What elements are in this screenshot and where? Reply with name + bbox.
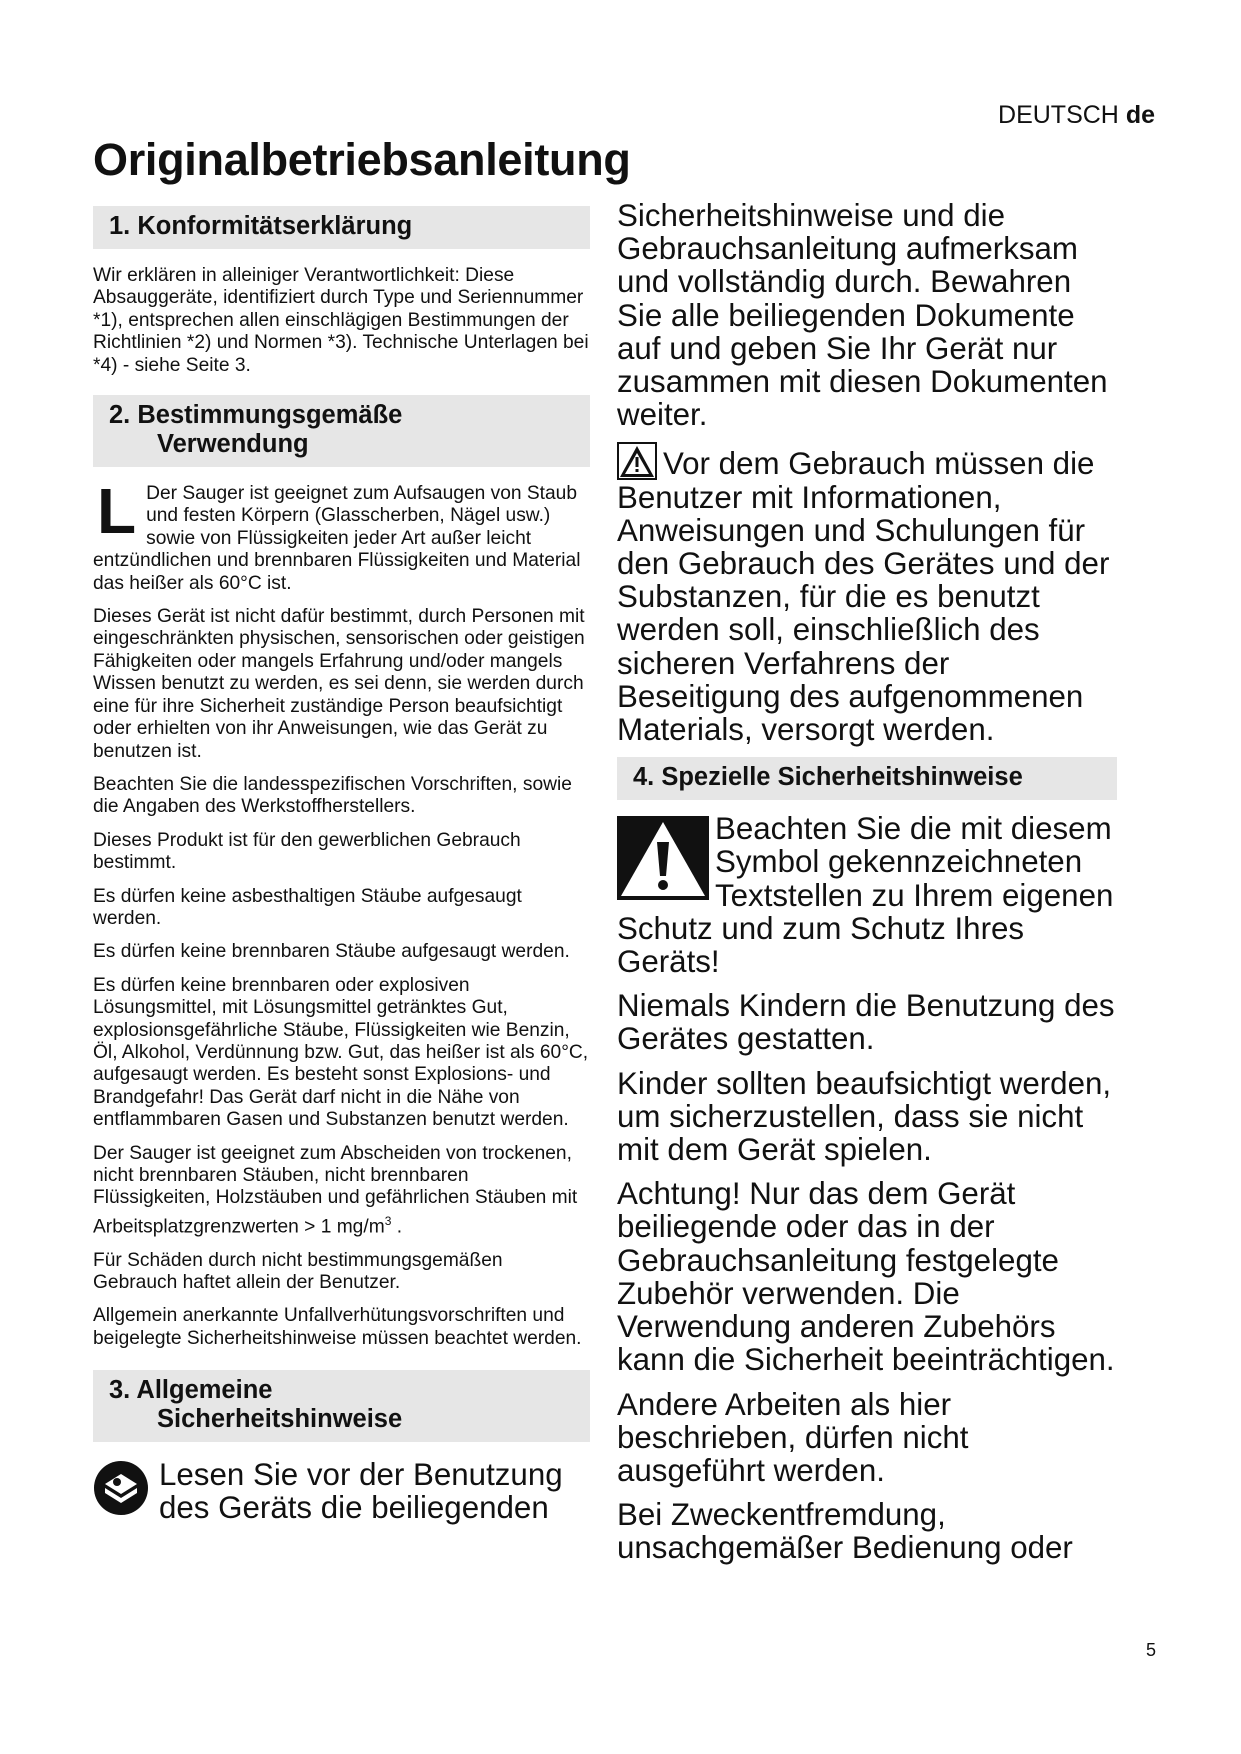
page-title: Originalbetriebsanleitung [93,134,631,185]
paragraph: Bei Zweckentfremdung, unsachgemäßer Bedienung oder [617,1497,1073,1566]
heading-line: Verwendung [157,430,309,459]
paragraph: Allgemein anerkannte Unfallverhütungsvorschriften und beigelegte Sicherheitshinweise müssen beachtet werden. [93,1305,582,1349]
superscript: 3 [384,1213,392,1228]
warning-icon [617,816,709,900]
right-column [617,199,1117,1576]
paragraph: Es dürfen keine asbesthaltigen Stäube aufgesaugt werden. [93,885,522,929]
paragraph: Dieses Gerät ist nicht dafür bestimmt, durch Personen mit eingeschränkten physischen, sensorischen oder geistigen Fähigkeiten oder mangels Erfahrung und/oder mangels Wissen benutzt zu werden, es sei denn, sie werden durch eine für ihre Sicherheit zuständige Person beaufsichtigt oder erhielten von ihr Anweisungen, wie das Gerät zu benutzen ist. [93,606,585,762]
paragraph-text: Der Sauger ist geeignet zum Abscheiden von trockenen, nicht brennbaren Stäuben, nicht brennbaren Flüssigkeiten, Holzstäuben und gefährlichen Stäuben mit Arbeitsplatzgrenzwerten > 1 mg/m [93,1142,578,1238]
left-column [93,206,590,1536]
warning-icon [617,442,657,480]
paragraph-text: Beachten Sie die mit diesem Symbol gekennzeichneten Textstellen zu Ihrem eigenen Schutz und zum Schutz Ihres Geräts! [617,811,1114,980]
paragraph-text: Lesen Sie vor der Benutzung des Geräts die beiliegenden [159,1457,563,1526]
heading-line: Sicherheitshinweise [157,1405,403,1434]
heading-line: 2. Bestimmungsgemäße [109,401,403,430]
heading-line: 3. Allgemeine [109,1376,273,1405]
paragraph: Dieses Produkt ist für den gewerblichen Gebrauch bestimmt. [93,829,521,874]
paragraph [93,1458,590,1524]
paragraph: Andere Arbeiten als hier beschrieben, dürfen nicht ausgeführt werden. [617,1386,969,1488]
paragraph [93,1143,590,1239]
paragraph [617,812,1117,978]
section-heading-2 [93,395,590,467]
paragraph-text: Vor dem Gebrauch müssen die Benutzer mit Informationen, Anweisungen und Schulungen für den Gebrauch des Gerätes und der Substanzen, für die es benutzt werden soll, einschließlich des sicheren Verfahrens der Beseitigung des aufgenommenen Materials, versorgt werden. [617,446,1110,748]
language-code: de [1125,101,1155,129]
paragraph-end: . [391,1216,403,1238]
section-heading-4: 4. Spezielle Sicherheitshinweise [617,757,1117,800]
paragraph: Wir erklären in alleiniger Verantwortlichkeit: Diese Absauggeräte, identifiziert durch Type und Seriennummer *1), entsprechen allen einschlägigen Bestimmungen der Richtlinien *2) und Normen *3). Technische Unterlagen bei *4) - siehe Seite 3. [93,265,589,376]
read-manual-icon [93,1460,149,1516]
paragraph: Sicherheitshinweise und die Gebrauchsanleitung aufmerksam und vollständig durch. Bewahren Sie alle beiliegenden Dokumente auf und geben Sie Ihr Gerät nur zusammen mit diesen Dokumenten weiter. [617,198,1108,433]
section-heading-1: 1. Konformitätserklärung [93,206,590,249]
section-heading-3 [93,1370,590,1442]
paragraph: Beachten Sie die landesspezifischen Vorschriften, sowie die Angaben des Werkstoffherstellers. [93,773,572,818]
paragraph [617,442,1117,746]
page-number: 5 [1146,1640,1157,1660]
language-name: DEUTSCH [998,101,1119,129]
paragraph-text: Der Sauger ist geeignet zum Aufsaugen von Staub und festen Körpern (Glasscherben, Nägel usw.) sowie von Flüssigkeiten jeder Art außer leicht entzündlichen und brennbaren Flüssigkeiten und Material das heißer als 60°C ist. [93,483,581,594]
paragraph: Achtung! Nur das dem Gerät beiliegende oder das in der Gebrauchsanleitung festgelegte Zubehör verwenden. Die Verwendung anderen Zubehörs kann die Sicherheit beeinträchtigen. [617,1176,1115,1378]
paragraph: Es dürfen keine brennbaren oder explosiven Lösungsmittel, mit Lösungsmittel getränktes Gut, explosionsgefährliche Stäube, Flüssigkeiten wie Benzin, Öl, Alkohol, Verdünnung bzw. Gut, das heißer ist als 60°C, aufgesaugt werden. Es besteht sonst Explosions- und Brandgefahr! Das Gerät darf nicht in die Nähe von entflammbaren Gasen und Substanzen benutzt werden. [93,974,589,1131]
liquid-class-l-icon: L [97,475,137,548]
paragraph: Kinder sollten beaufsichtigt werden, um sicherzustellen, dass sie nicht mit dem Gerät spielen. [617,1065,1112,1168]
language-label [998,101,1155,130]
paragraph [93,475,590,595]
paragraph: Es dürfen keine brennbaren Stäube aufgesaugt werden. [93,941,570,963]
paragraph: Niemals Kindern die Benutzung des Gerätes gestatten. [617,988,1115,1057]
paragraph: Für Schäden durch nicht bestimmungsgemäßen Gebrauch haftet allein der Benutzer. [93,1249,503,1294]
